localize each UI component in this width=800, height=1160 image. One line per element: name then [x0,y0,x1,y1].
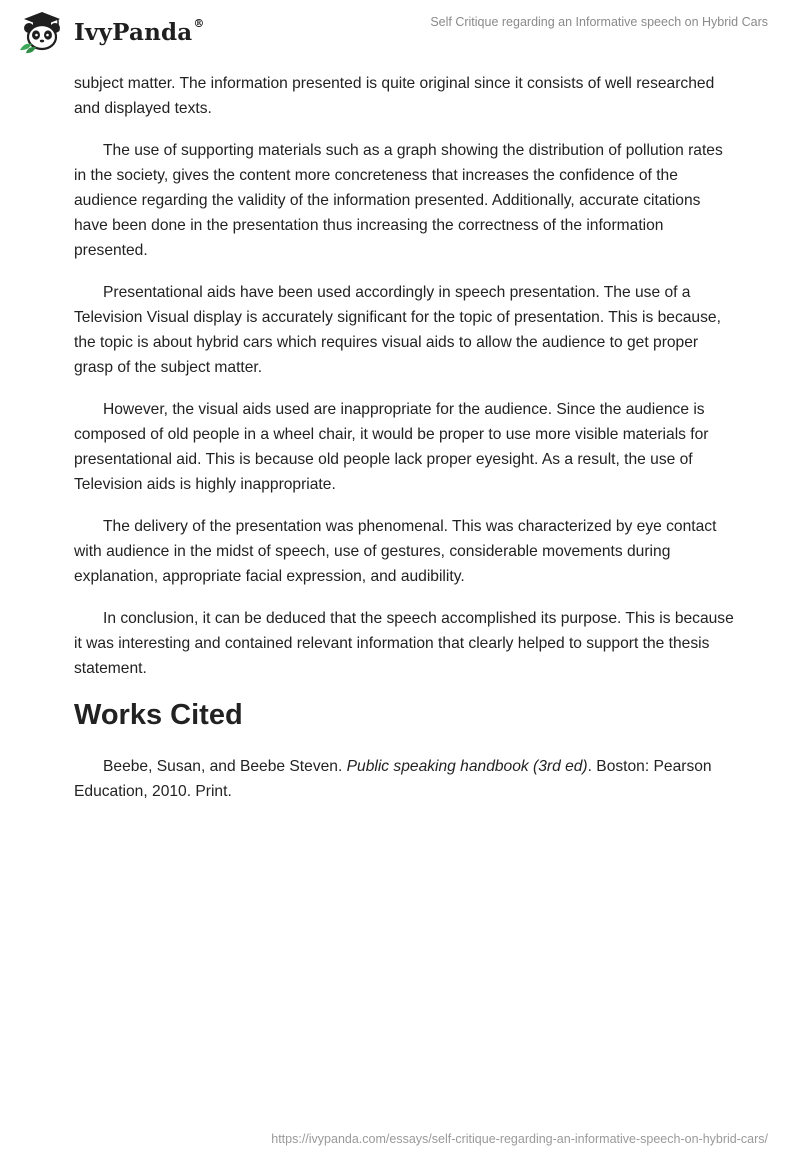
essay-body [74,71,734,821]
paragraph: Presentational aids have been used accordingly in speech presentation. The use of a Television Visual display is accurately significant for the topic of presentation. This is because, the topic is about hybrid cars which requires visual aids to allow the audience to get proper grasp of the subject matter. [74,284,721,376]
page-header [0,0,800,62]
panda-graduate-icon [16,10,68,54]
paragraph: subject matter. The information presented is quite original since it consists of well researched and displayed texts. [74,75,715,117]
paragraph: The use of supporting materials such as a graph showing the distribution of pollution rates in the society, gives the content more concreteness that increases the confidence of the audience regarding the validity of the information presented. Additionally, accurate citations have been done in the presentation thus increasing the correctness of the information presented. [74,142,723,259]
paragraph: The delivery of the presentation was phenomenal. This was characterized by eye contact with audience in the midst of speech, use of gestures, considerable movements during explanation, appropriate facial expression, and audibility. [74,518,717,585]
paragraph: However, the visual aids used are inappropriate for the audience. Since the audience is composed of old people in a wheel chair, it would be proper to use more visible materials for presentational aid. This is because old people lack proper eyesight. As a result, the use of Television aids is highly inappropriate. [74,401,709,493]
document-title: Self Critique regarding an Informative speech on Hybrid Cars [430,15,768,29]
ivypanda-logo[interactable] [16,10,205,54]
works-cited-heading: Works Cited [74,699,243,731]
citation-publisher: . Boston: Pearson Education, 2010. Print. [74,758,712,800]
citation-title: Public speaking handbook (3rd ed) [346,758,588,775]
citation-authors: Beebe, Susan, and Beebe Steven. [103,758,347,775]
brand-name: IvyPanda® [74,16,205,46]
citation-entry [74,754,734,804]
source-url[interactable]: https://ivypanda.com/essays/self-critique-regarding-an-informative-speech-on-hybrid-cars/ [271,1132,768,1146]
paragraph: In conclusion, it can be deduced that the speech accomplished its purpose. This is because it was interesting and contained relevant information that clearly helped to support the thesis statement. [74,610,734,677]
